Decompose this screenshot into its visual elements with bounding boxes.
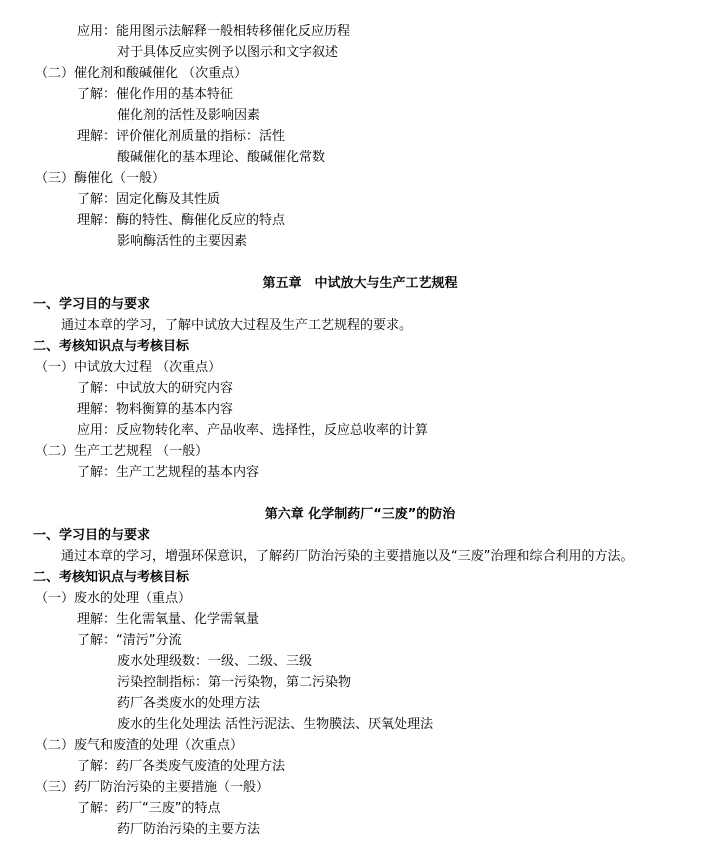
subsection-heading: （三）药厂防治污染的主要措施（一般）	[35, 780, 270, 795]
section-paragraph: 通过本章的学习，增强环保意识，了解药厂防治污染的主要措施以及“三废”治理和综合利用的方法。	[61, 549, 634, 564]
subsection-heading: （一）废水的处理（重点）	[35, 591, 192, 606]
know-line-continued: 药厂防治污染的主要方法	[117, 822, 261, 837]
apply-line: 应用：反应物转化率、产品收率、选择性，反应总收率的计算	[77, 423, 429, 438]
chapter-5-title: 第五章 中试放大与生产工艺规程	[262, 276, 458, 291]
understand-line: 理解：评价催化剂质量的指标：活性	[77, 129, 286, 144]
know-line-continued: 废水的生化处理法 活性污泥法、生物膜法、厌氧处理法	[117, 717, 434, 732]
know-line: 了解：药厂“三废”的特点	[77, 801, 221, 816]
subsection-heading: （二）废气和废渣的处理（次重点）	[35, 738, 244, 753]
understand-line: 理解：生化需氧量、化学需氧量	[77, 612, 260, 627]
know-line-continued: 药厂各类废水的处理方法	[117, 696, 261, 711]
understand-line: 理解：酶的特性、酶催化反应的特点	[77, 213, 286, 228]
apply-line: 应用：能用图示法解释一般相转移催化反应历程	[77, 24, 351, 39]
apply-line-continued: 对于具体反应实例予以图示和文字叙述	[117, 45, 339, 60]
subsection-heading: （一）中试放大过程 （次重点）	[35, 360, 222, 375]
know-line-continued: 催化剂的活性及影响因素	[117, 108, 261, 123]
subsection-heading: （三）酶催化（一般）	[35, 171, 166, 186]
section-heading: 二、考核知识点与考核目标	[33, 339, 190, 354]
understand-line: 理解：物料衡算的基本内容	[77, 402, 234, 417]
know-line-continued: 废水处理级数：一级、二级、三级	[117, 654, 313, 669]
know-line: 了解：生产工艺规程的基本内容	[77, 465, 260, 480]
know-line-continued: 污染控制指标：第一污染物，第二污染物	[117, 675, 352, 690]
know-line: 了解：“清污”分流	[77, 633, 182, 648]
section-heading: 一、学习目的与要求	[33, 528, 151, 543]
subsection-heading: （二）催化剂和酸碱催化 （次重点）	[35, 66, 248, 81]
subsection-heading: （二）生产工艺规程 （一般）	[35, 444, 209, 459]
section-paragraph: 通过本章的学习，了解中试放大过程及生产工艺规程的要求。	[61, 318, 413, 333]
know-line: 了解：中试放大的研究内容	[77, 381, 234, 396]
know-line: 了解：药厂各类废气废渣的处理方法	[77, 759, 286, 774]
section-heading: 一、学习目的与要求	[33, 297, 151, 312]
chapter-6-title: 第六章 化学制药厂“三废”的防治	[264, 507, 456, 522]
know-line: 了解：催化作用的基本特征	[77, 87, 234, 102]
understand-line-continued: 酸碱催化的基本理论、酸碱催化常数	[117, 150, 326, 165]
understand-line-continued: 影响酶活性的主要因素	[117, 234, 248, 249]
know-line: 了解：固定化酶及其性质	[77, 192, 221, 207]
section-heading: 二、考核知识点与考核目标	[33, 570, 190, 585]
